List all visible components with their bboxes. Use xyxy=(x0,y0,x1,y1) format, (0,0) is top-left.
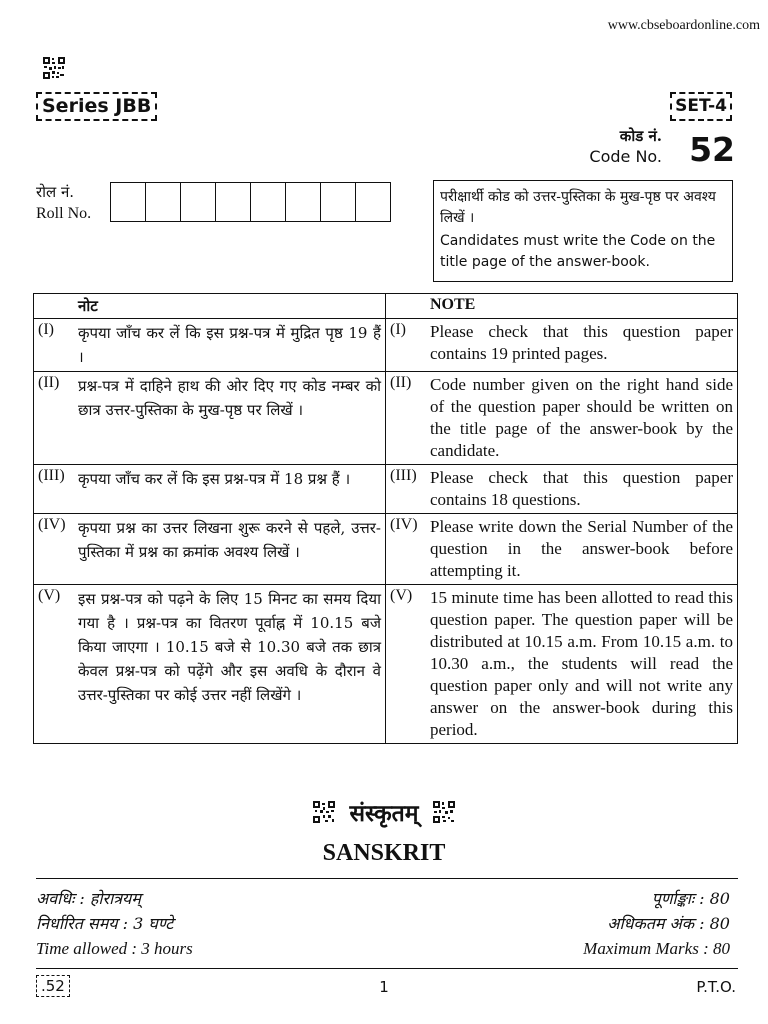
candidate-note-english: Candidates must write the Code on the title page of the answer-book. xyxy=(440,233,716,270)
note-text-hindi: इस प्रश्न-पत्र को पढ़ने के लिए 15 मिनट का समय दिया गया है । प्रश्न-पत्र का वितरण पूर्वाह्न में 10.15 बजे किया जाएगा । 10.15 बजे से 10.30 बजे तक छात्र केवल प्रश्न-पत्र को पढ़ेंगे और इस अवधि के दौरान वे उत्तर-पुस्तिका पर कोई उत्तर नहीं लिखेंगे । xyxy=(78,590,381,704)
candidate-instruction-box xyxy=(433,180,733,282)
qr-code-icon xyxy=(43,57,65,79)
note-number: (I) xyxy=(38,321,54,338)
notes-table xyxy=(33,293,738,744)
time-allowed-hindi: निर्धारित समय : 3 घण्टे xyxy=(36,914,174,933)
note-row xyxy=(34,319,738,372)
subject-title-english: SANSKRIT xyxy=(322,840,446,866)
roll-digit-box[interactable] xyxy=(286,183,321,221)
note-number: (II) xyxy=(390,374,412,391)
roll-label-hindi: रोल नं. xyxy=(36,183,75,201)
note-text-english: Please check that this question paper contains 18 questions. xyxy=(430,468,733,509)
notes-header-cell xyxy=(34,294,386,319)
note-row xyxy=(34,585,738,744)
code-label-english: Code No. xyxy=(589,147,662,166)
note-cell-hindi xyxy=(34,465,386,514)
note-text-hindi: कृपया प्रश्न का उत्तर लिखना शुरू करने से पहले, उत्तर-पुस्तिका में प्रश्न का क्रमांक अवश्य लिखें । xyxy=(78,519,381,561)
note-text-hindi: प्रश्न-पत्र में दाहिने हाथ की ओर दिए गए कोड नम्बर को छात्र उत्तर-पुस्तिका के मुख-पृष्ठ पर लिखें । xyxy=(78,377,381,419)
note-text-english: Please write down the Serial Number of the question in the answer-book before attempting it. xyxy=(430,517,733,580)
divider xyxy=(36,878,738,879)
qr-code-icon xyxy=(313,801,335,823)
note-cell-hindi xyxy=(34,372,386,465)
max-marks-hindi: अधिकतम अंक : 80 xyxy=(607,914,730,933)
subject-title-sanskrit: संस्कृतम् xyxy=(349,800,419,827)
note-cell-hindi xyxy=(34,514,386,585)
max-marks-sanskrit: पूर्णाङ्काः : 80 xyxy=(651,889,730,908)
notes-header-cell xyxy=(386,294,738,319)
note-number: (V) xyxy=(38,587,61,604)
footer-code: .52 xyxy=(36,975,70,997)
note-row xyxy=(34,514,738,585)
note-cell-english xyxy=(386,465,738,514)
note-number: (IV) xyxy=(38,516,66,533)
notes-header-row xyxy=(34,294,738,319)
website-url: www.cbseboardonline.com xyxy=(607,18,760,33)
note-number: (V) xyxy=(390,587,413,604)
note-text-hindi: कृपया जाँच कर लें कि इस प्रश्न-पत्र में मुद्रित पृष्ठ 19 हैं । xyxy=(78,324,381,366)
note-cell-english xyxy=(386,319,738,372)
roll-digit-box[interactable] xyxy=(251,183,286,221)
subject-title-row xyxy=(0,796,768,828)
note-text-hindi: कृपया जाँच कर लें कि इस प्रश्न-पत्र में 18 प्रश्न हैं । xyxy=(78,470,351,488)
page-number: 1 xyxy=(379,978,389,996)
note-number: (I) xyxy=(390,321,406,338)
duration-sanskrit: अवधिः : होरात्रयम् xyxy=(36,889,141,908)
set-label: SET-4 xyxy=(670,92,732,121)
note-number: (II) xyxy=(38,374,60,391)
divider xyxy=(36,968,738,969)
note-text-english: Please check that this question paper contains 19 printed pages. xyxy=(430,322,733,363)
note-cell-hindi xyxy=(34,319,386,372)
note-number: (III) xyxy=(390,467,417,484)
note-text-english: 15 minute time has been allotted to read this question paper. The question paper will be distributed at 10.15 a.m. From 10.15 a.m. to 10.30 a.m., the students will read the question paper only and will not write any answer on the answer-book during this period. xyxy=(430,588,733,739)
roll-label-english: Roll No. xyxy=(36,205,92,222)
notes-header-english: NOTE xyxy=(430,296,476,313)
note-row xyxy=(34,465,738,514)
series-label: Series JBB xyxy=(36,92,157,121)
note-cell-hindi xyxy=(34,585,386,744)
roll-digit-box[interactable] xyxy=(146,183,181,221)
note-text-english: Code number given on the right hand side of the question paper should be written on the title page of the answer-book by the candidate. xyxy=(430,375,733,460)
note-number: (IV) xyxy=(390,516,418,533)
note-cell-english xyxy=(386,372,738,465)
roll-number-boxes[interactable] xyxy=(110,182,391,222)
roll-digit-box[interactable] xyxy=(356,183,390,221)
roll-digit-box[interactable] xyxy=(181,183,216,221)
max-marks-english: Maximum Marks : 80 xyxy=(583,939,730,958)
note-cell-english xyxy=(386,585,738,744)
roll-digit-box[interactable] xyxy=(216,183,251,221)
note-row xyxy=(34,372,738,465)
pto-label: P.T.O. xyxy=(696,978,736,996)
code-label-hindi: कोड नं. xyxy=(619,127,662,145)
notes-header-hindi: नोट xyxy=(78,297,98,315)
note-cell-english xyxy=(386,514,738,585)
note-number: (III) xyxy=(38,467,65,484)
roll-digit-box[interactable] xyxy=(111,183,146,221)
time-allowed-english: Time allowed : 3 hours xyxy=(36,939,193,958)
candidate-note-hindi: परीक्षार्थी कोड को उत्तर-पुस्तिका के मुख-पृष्ठ पर अवश्य लिखें । xyxy=(440,189,716,226)
roll-digit-box[interactable] xyxy=(321,183,356,221)
qr-code-icon xyxy=(433,801,455,823)
code-number: 52 xyxy=(689,130,735,169)
